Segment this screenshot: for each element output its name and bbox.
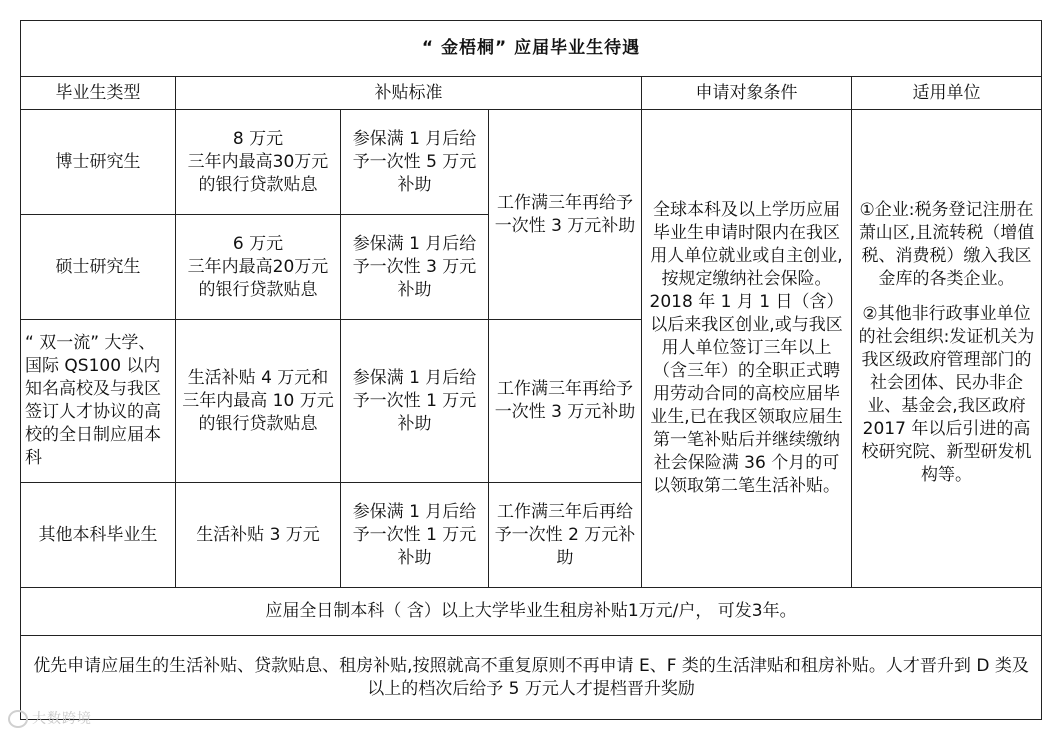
table-title: “ 金梧桐” 应届毕业生待遇: [21, 21, 1042, 77]
watermark: [8, 708, 92, 728]
graduate-type-cell: “ 双一流” 大学、国际 QS100 以内知名高校及与我区签订人才协议的高校的全日制应届本科: [21, 320, 176, 483]
insurance-subsidy-cell: 参保满 1 月后给予一次性 1 万元补助: [341, 320, 489, 483]
watermark-text: 大数跨境: [32, 711, 92, 727]
header-graduate-type: 毕业生类型: [21, 77, 176, 110]
graduate-type-cell: 其他本科毕业生: [21, 483, 176, 588]
rent-subsidy-note: 应届全日制本科（ 含）以上大学毕业生租房补贴1万元/户， 可发3年。: [21, 588, 1042, 636]
policy-table: [20, 20, 1042, 720]
header-applicable-units: 适用单位: [852, 77, 1042, 110]
applicant-conditions-cell: 全球本科及以上学历应届毕业生申请时限内在我区用人单位就业或自主创业,按规定缴纳社会保险。2018 年 1 月 1 日（含）以后来我区创业,或与我区用人单位签订三年以上（含三年）的全职正式聘用劳动合同的高校应届毕业生,已在我区领取应届生第一笔补贴后并继续缴纳社会保险满 36 个月的可以领取第二笔生活补贴。: [642, 110, 852, 588]
graduate-type-cell: 博士研究生: [21, 110, 176, 215]
watermark-logo-icon: [8, 710, 28, 728]
subsidy-standard-cell: 生活补贴 4 万元和三年内最高 10 万元的银行贷款贴息: [176, 320, 341, 483]
units-item-social-org: ②其他非行政事业单位的社会组织:发证机关为我区级政府管理部门的社会团体、民办非企业、基金会,我区政府 2017 年以后引进的高校研究院、新型研发机构等。: [858, 303, 1035, 485]
insurance-subsidy-cell: 参保满 1 月后给予一次性 5 万元补助: [341, 110, 489, 215]
insurance-subsidy-cell: 参保满 1 月后给予一次性 3 万元补助: [341, 215, 489, 320]
insurance-subsidy-cell: 参保满 1 月后给予一次性 1 万元补助: [341, 483, 489, 588]
subsidy-standard-cell: 6 万元 三年内最高20万元的银行贷款贴息: [176, 215, 341, 320]
subsidy-standard-cell: 8 万元 三年内最高30万元的银行贷款贴息: [176, 110, 341, 215]
work-subsidy-cell: 工作满三年后再给予一次性 2 万元补助: [489, 483, 642, 588]
units-item-enterprise: ①企业:税务登记注册在萧山区,且流转税（增值税、消费税）缴入我区金库的各类企业。: [858, 199, 1035, 289]
header-subsidy-standard: 补贴标准: [176, 77, 642, 110]
work-subsidy-cell: 工作满三年再给予一次性 3 万元补助: [489, 110, 642, 320]
graduate-type-cell: 硕士研究生: [21, 215, 176, 320]
header-applicant-conditions: 申请对象条件: [642, 77, 852, 110]
subsidy-standard-cell: 生活补贴 3 万元: [176, 483, 341, 588]
work-subsidy-cell: 工作满三年再给予一次性 3 万元补助: [489, 320, 642, 483]
table-row: [21, 110, 1042, 215]
applicable-units-cell: [852, 110, 1042, 588]
priority-note: 优先申请应届生的生活补贴、贷款贴息、租房补贴,按照就高不重复原则不再申请 E、F 类的生活津贴和租房补贴。人才晋升到 D 类及以上的档次后给予 5 万元人才提档晋升奖励: [21, 636, 1042, 720]
